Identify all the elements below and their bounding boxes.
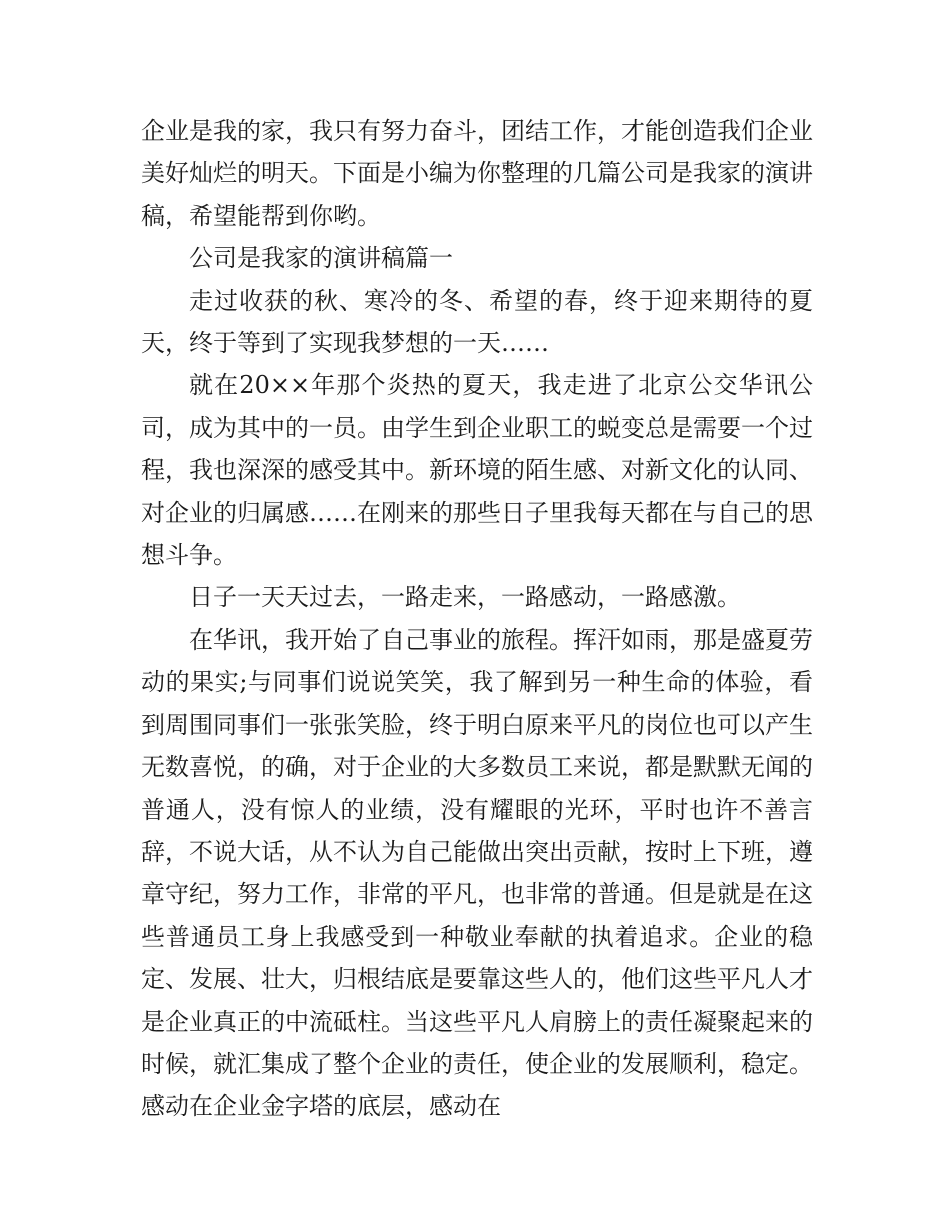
document-body [141,110,813,1128]
section-heading: 公司是我家的演讲稿篇一 [189,244,453,273]
intro-paragraph: 企业是我的家，我只有努力奋斗，团结工作，才能创造我们企业美好灿烂的明天。下面是小编为你整理的几篇公司是我家的演讲稿，希望能帮到你哟。 [141,117,813,230]
body-paragraph: 在华讯，我开始了自己事业的旅程。挥汗如雨，那是盛夏劳动的果实;与同事们说说笑笑，我了解到另一种生命的体验，看到周围同事们一张张笑脸，终于明白原来平凡的岗位也可以产生无数喜悦，的确，对于企业的大多数员工来说，都是默默无闻的普通人，没有惊人的业绩，没有耀眼的光环，平时也许不善言辞，不说大话，从不认为自己能做出突出贡献，按时上下班，遵章守纪，努力工作，非常的平凡，也非常的普通。但是就是在这些普通员工身上我感受到一种敬业奉献的执着追求。企业的稳定、发展、壮大，归根结底是要靠这些人的，他们这些平凡人才是企业真正的中流砥柱。当这些平凡人肩膀上的责任凝聚起来的时候，就汇集成了整个企业的责任，使企业的发展顺利，稳定。感动在企业金字塔的底层，感动在 [141,625,813,1121]
body-paragraph: 日子一天天过去，一路走来，一路感动，一路感激。 [189,583,741,612]
body-paragraph: 就在20××年那个炎热的夏天，我走进了北京公交华讯公司，成为其中的一员。由学生到企业职工的蜕变总是需要一个过程，我也深深的感受其中。新环境的陌生感、对新文化的认同、对企业的归属感……在刚来的那些日子里我每天都在与自己的思想斗争。 [141,371,813,570]
body-paragraph: 走过收获的秋、寒冷的冬、希望的春，终于迎来期待的夏天，终于等到了实现我梦想的一天…… [141,286,813,358]
